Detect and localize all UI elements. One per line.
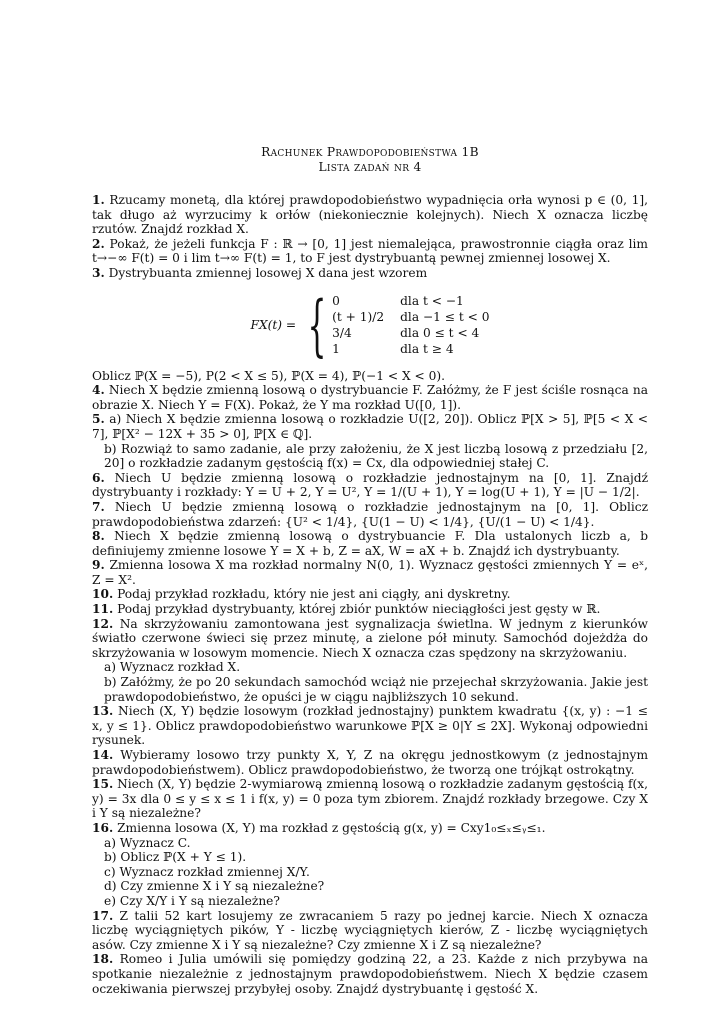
problem-number: 15. [92,777,114,792]
case-value: 0 [332,294,340,309]
problem-16-item: d) Czy zmienne X i Y są niezależne? [104,879,325,894]
problem-7 [92,500,648,529]
problem-number: 14. [92,748,114,762]
problem-text: Z talii 52 kart losujemy ze zwracaniem 5 razy po jednej karcie. Niech X oznacza liczbę wyciągniętych pików, Y - liczbę wyciągniętych kierów, Z - liczbę wyciągniętych asów. Czy zmienne X i Y są niezależne? Czy zmienne X i Z są niezależne? [92,908,648,952]
problem-number: 17. [92,908,114,923]
problem-text: Podaj przykład rozkładu, który nie jest ani ciągły, ani dyskretny. [113,587,511,602]
problem-text: Rzucamy monetą, dla której prawdopodobieństwo wypadnięcia orła wynosi p ∈ (0, 1], tak długo aż wyrzucimy k orłów (niekoniecznie kolejnych). Niech X oznacza liczbę rzutów. Znajdź rozkład X. [92,193,648,237]
problem-number: 11. [92,602,114,617]
case-value: (t + 1)/2 [332,310,385,325]
case-condition: dla t < −1 [400,294,464,309]
problem-number: 8. [92,529,105,544]
problem-11 [92,602,648,617]
problem-number: 18. [92,952,114,967]
problem-8 [92,529,648,558]
problem-text: Podaj przykład dystrybuanty, której zbiór punktów nieciągłości jest gęsty w ℝ. [113,602,601,617]
problem-16-item: e) Czy X/Y i Y są niezależne? [104,893,280,908]
problem-2 [92,237,648,266]
problem-5 [92,412,648,441]
problem-18 [92,952,648,996]
problem-number: 4. [92,383,105,398]
case-value: 1 [332,342,340,357]
problem-16-item: b) Oblicz ℙ(X + Y ≤ 1). [104,850,247,865]
problem-text: Zmienna losowa (X, Y) ma rozkład z gęstością g(x, y) = Cxy1₀≤ₓ≤ᵧ≤₁. [113,820,546,835]
problem-text: a) Niech X będzie zmienna losową o rozkładzie U([2, 20]). Oblicz ℙ[X > 5], ℙ[5 < X < 7], ℙ[X² − 12X + 35 > 0], ℙ[X ∈ ℚ]. [92,412,648,441]
problem-12a: a) Wyznacz rozkład X. [104,660,241,675]
problem-text: Niech U będzie zmienną losową o rozkładzie jednostajnym na [0, 1]. Oblicz prawdopodobieństwa zdarzeń: {U² < 1/4}, {U(1 − U) < 1/4}, {U/(1 − U) < 1/4}. [92,499,648,529]
problem-1 [92,193,648,237]
problem-16-item: a) Wyznacz C. [104,835,191,850]
problem-text: Wybieramy losowo trzy punkty X, Y, Z na okręgu jednostkowym (z jednostajnym prawdopodobieństwem). Oblicz prawdopodobieństwo, że tworzą one trójkąt ostrokątny. [92,748,648,777]
problem-number: 10. [92,587,114,602]
document-page [92,145,648,996]
problem-16-item: c) Wyznacz rozkład zmiennej X/Y. [104,864,310,879]
problem-12 [92,617,648,661]
problem-number: 16. [92,820,114,835]
formula-lhs: FX(t) = [250,318,297,333]
problem-number: 12. [92,616,114,631]
problem-number: 13. [92,704,114,719]
problem-15 [92,777,648,821]
problem-3-question: Oblicz ℙ(X = −5), P(2 < X ≤ 5), ℙ(X = 4), ℙ(−1 < X < 0). [92,368,445,383]
problem-text: Niech X będzie zmienną losową o dystrybuancie F. Załóżmy, że F jest ściśle rosnąca na obrazie X. Niech Y = F(X). Pokaż, że Y ma rozkład U([0, 1]). [92,383,648,412]
problem-5b: b) Rozwiąż to samo zadanie, ale przy założeniu, że X jest liczbą losową z przedziału [2, 20] o rozkładzie zadanym gęstością f(x) = Cx, dla odpowiedniej stałej C. [104,441,648,471]
problem-number: 6. [92,470,105,485]
problem-text: Niech U będzie zmienną losową o rozkładzie jednostajnym na [0, 1]. Znajdź dystrybuanty i rozkłady: Y = U + 2, Y = U², Y = 1/(U + 1), Y = log(U + 1), Y = |U − 1/2|. [92,470,648,500]
case-condition: dla 0 ≤ t < 4 [400,326,480,341]
problem-text: Niech X będzie zmienną losową o dystrybuancie F. Dla ustalonych liczb a, b definiujemy zmienne losowe Y = X + b, Z = aX, W = aX + b. Znajdź ich dystrybuanty. [92,529,648,558]
list-title: Lista zadań nr 4 [318,160,422,174]
problem-13 [92,704,648,748]
problem-text: Niech (X, Y) będzie 2-wymiarową zmienną losową o rozkładzie zadanym gęstością f(x, y) = 3x dla 0 ≤ y ≤ x ≤ 1 i f(x, y) = 0 poza tym zbiorem. Znajdź rozkłady brzegowe. Czy X i Y są niezależne? [92,777,648,821]
problem-9 [92,558,648,587]
left-brace: { [307,286,327,364]
course-title: Rachunek Prawdopodobieństwa 1B [261,145,479,159]
case-condition: dla t ≥ 4 [400,342,454,357]
problem-text: Na skrzyżowaniu zamontowana jest sygnalizacja świetlna. W jednym z kierunków światło czerwone świeci się przez minutę, a zielone pół minuty. Samochód dojeżdża do skrzyżowania w losowym momencie. Niech X oznacza czas spędzony na skrzyżowaniu. [92,616,648,660]
problem-17 [92,909,648,953]
problem-number: 1. [92,193,105,207]
problem-number: 3. [92,265,105,280]
problem-text: Zmienna losowa X ma rozkład normalny N(0, 1). Wyznacz gęstości zmiennych Y = eˣ, Z = X². [92,558,648,587]
problem-10 [92,587,648,602]
problem-text: Romeo i Julia umówili się pomiędzy godziną 22, a 23. Każde z nich przybywa na spotkanie niezależnie z jednostajnym prawdopodobieństwem. Niech X będzie czasem oczekiwania pierwszej przybyłej osoby. Znajdź dystrybuantę i gęstość X. [92,952,648,996]
problem-14 [92,748,648,777]
problem-text: Dystrybuanta zmiennej losowej X dana jest wzorem [104,265,428,280]
case-value: 3/4 [332,326,352,341]
problem-3 [92,266,648,281]
problem-number: 5. [92,412,105,427]
problem-number: 2. [92,236,105,251]
problem-number: 9. [92,558,105,573]
problem-4 [92,383,648,412]
problem-text: Pokaż, że jeżeli funkcja F : ℝ → [0, 1] jest niemalejąca, prawostronnie ciągła oraz lim t→−∞ F(t) = 0 i lim t→∞ F(t) = 1, to F jest dystrybuantą pewnej zmiennej losowej X. [92,236,648,266]
problem-12b: b) Załóżmy, że po 20 sekundach samochód wciąż nie przejechał skrzyżowania. Jakie jest prawdopodobieństwo, że opuści je w ciągu najbliższych 10 sekund. [104,675,648,704]
case-condition: dla −1 ≤ t < 0 [400,310,490,325]
problem-16 [92,821,648,836]
problem-text: Niech (X, Y) będzie losowym (rozkład jednostajny) punktem kwadratu {(x, y) : −1 ≤ x, y ≤ 1}. Oblicz prawdopodobieństwo warunkowe ℙ[X ≥ 0|Y ≤ 2X]. Wykonaj odpowiedni rysunek. [92,704,648,748]
formula-cases [332,294,489,357]
problem-number: 7. [92,499,105,514]
problem-6 [92,471,648,500]
distribution-formula [92,286,648,364]
